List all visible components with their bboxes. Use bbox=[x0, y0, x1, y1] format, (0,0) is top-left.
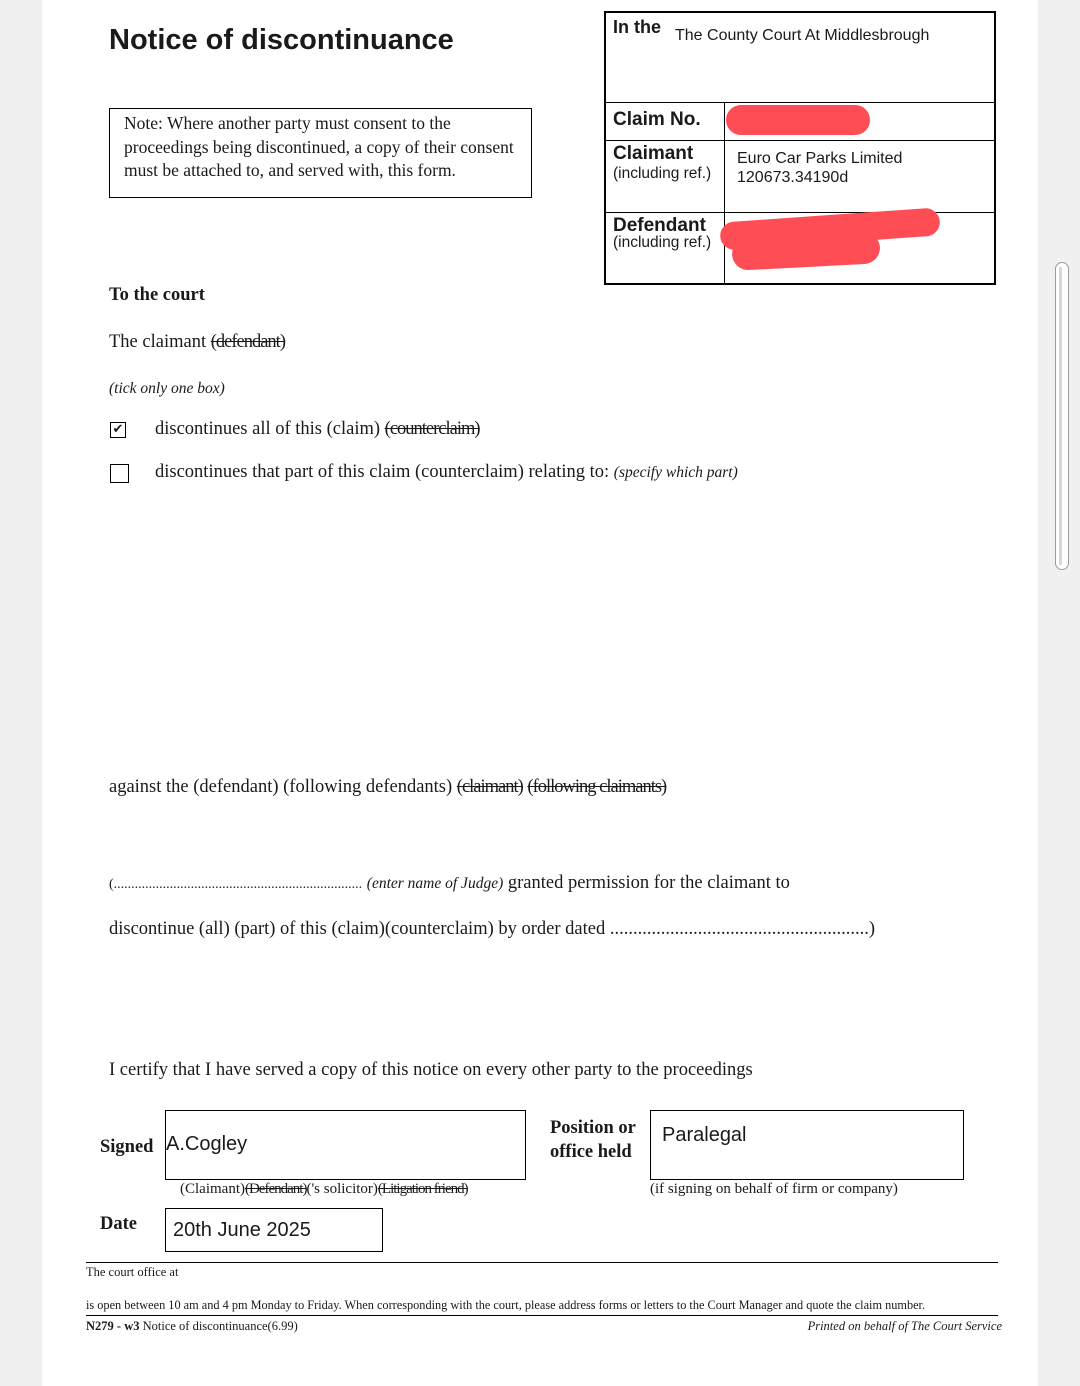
form-name: Notice of discontinuance(6.99) bbox=[142, 1319, 298, 1333]
defendant-label: Defendant bbox=[613, 215, 706, 236]
position-label bbox=[550, 1116, 636, 1164]
court-office-label: The court office at bbox=[86, 1265, 179, 1279]
discontinue-all-option bbox=[155, 419, 480, 440]
role-solicitor: ('s solicitor) bbox=[306, 1181, 378, 1197]
consent-note: Note: Where another party must consent to the proceedings being discontinued, a copy of their consent must be attached to, and served with, this form. bbox=[109, 108, 532, 198]
claimant-text: The claimant bbox=[109, 332, 207, 352]
date-field[interactable]: 20th June 2025 bbox=[165, 1208, 383, 1252]
printed-by: Printed on behalf of The Court Service bbox=[807, 1319, 1002, 1333]
permission-line-2: discontinue (all) (part) of this (claim)(counterclaim) by order dated ........................................................) bbox=[109, 919, 876, 939]
discontinue-all-text: discontinues all of this (claim) bbox=[155, 419, 381, 439]
position-label-line-2: office held bbox=[550, 1142, 632, 1162]
counterclaim-struck: (counterclaim) bbox=[384, 419, 480, 439]
defendant-struck: (defendant) bbox=[210, 332, 285, 352]
document-page bbox=[42, 0, 1038, 1386]
against-line bbox=[109, 777, 666, 798]
position-label-line-1: Position or bbox=[550, 1118, 636, 1138]
role-defendant-struck: (Defendant) bbox=[244, 1181, 307, 1197]
footer-bottom-rule bbox=[86, 1315, 998, 1316]
court-name: The County Court At Middlesbrough bbox=[675, 27, 930, 44]
defendant-redaction-2 bbox=[731, 231, 880, 271]
form-code: N279 - w3 bbox=[86, 1319, 140, 1333]
discontinue-part-option bbox=[155, 462, 738, 483]
signed-label: Signed bbox=[100, 1137, 154, 1157]
against-text: against the (defendant) (following defendants) bbox=[109, 777, 453, 797]
claimant-label: Claimant bbox=[613, 143, 694, 164]
claimant-ref: 120673.34190d bbox=[737, 169, 849, 186]
following-claimants-struck: (following claimants) bbox=[527, 777, 667, 797]
discontinue-all-checkbox[interactable]: ✔ bbox=[110, 422, 126, 438]
footer-top-rule bbox=[86, 1262, 998, 1263]
permission-line-1 bbox=[109, 873, 790, 894]
signer-role-line bbox=[180, 1181, 468, 1198]
certify-statement: I certify that I have served a copy of this notice on every other party to the proceedings bbox=[109, 1060, 753, 1080]
position-field[interactable]: Paralegal bbox=[650, 1110, 964, 1180]
claimant-struck: (claimant) bbox=[456, 777, 523, 797]
signed-field[interactable]: A.Cogley bbox=[165, 1110, 526, 1180]
claimant-statement bbox=[109, 332, 285, 353]
defendant-ref-label: (including ref.) bbox=[613, 234, 712, 251]
claim-no-redaction bbox=[726, 105, 870, 135]
specify-part-hint: (specify which part) bbox=[613, 464, 738, 481]
vertical-scrollbar[interactable] bbox=[1055, 262, 1069, 570]
to-court-heading: To the court bbox=[109, 285, 205, 305]
discontinue-part-checkbox[interactable] bbox=[110, 464, 129, 483]
office-hours: is open between 10 am and 4 pm Monday to Friday. When corresponding with the court, please address forms or letters to the Court Manager and quote the claim number. bbox=[86, 1298, 926, 1312]
judge-hint: (enter name of Judge) bbox=[366, 875, 504, 892]
role-claimant: (Claimant) bbox=[180, 1181, 245, 1197]
position-hint: (if signing on behalf of firm or company) bbox=[650, 1181, 898, 1197]
claimant-name: Euro Car Parks Limited bbox=[737, 150, 903, 167]
in-the-label: In the bbox=[613, 17, 661, 37]
tick-hint: (tick only one box) bbox=[109, 380, 225, 397]
discontinue-part-text: discontinues that part of this claim (counterclaim) relating to: bbox=[155, 462, 610, 482]
judge-dots: (....................................................................... bbox=[109, 877, 363, 892]
form-reference bbox=[86, 1319, 298, 1334]
claimant-ref-label: (including ref.) bbox=[613, 165, 712, 182]
page-title: Notice of discontinuance bbox=[109, 24, 454, 56]
role-litigation-friend-struck: (Litigation friend) bbox=[377, 1181, 468, 1197]
permission-text: granted permission for the claimant to bbox=[507, 873, 790, 893]
date-label: Date bbox=[100, 1214, 137, 1234]
case-header-table bbox=[604, 11, 996, 285]
claim-no-label: Claim No. bbox=[613, 109, 701, 130]
